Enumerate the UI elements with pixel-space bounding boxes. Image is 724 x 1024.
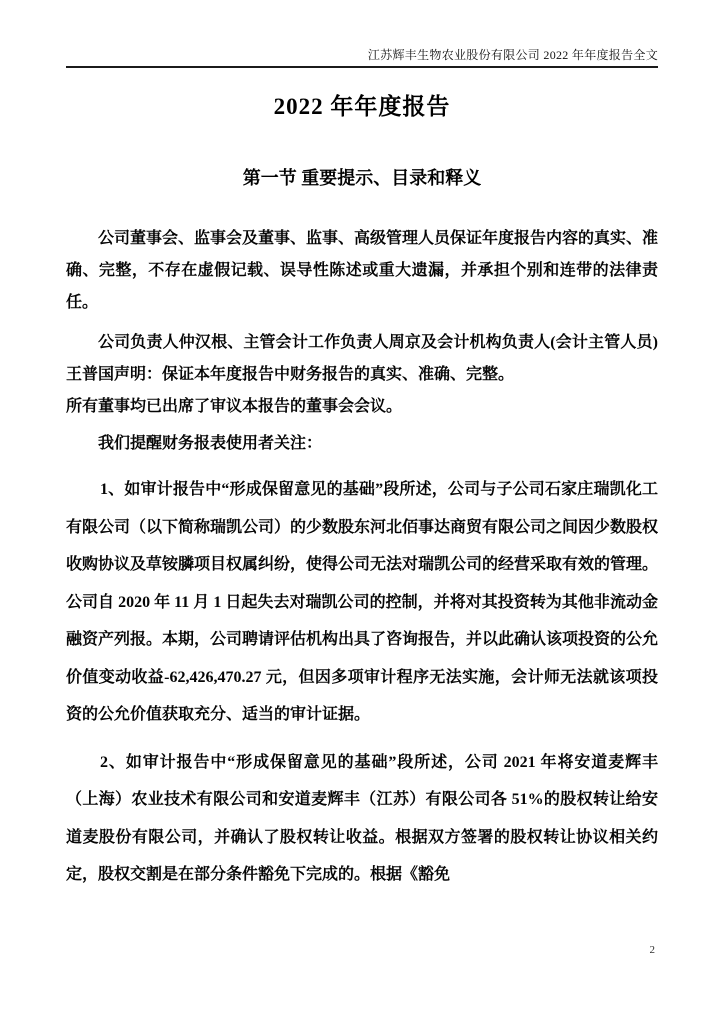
para-audit-item-1: 1、如审计报告中“形成保留意见的基础”段所述，公司与子公司石家庄瑞凯化工有限公司（以下简称瑞凯公司）的少数股东河北佰事达商贸有限公司之间因少数股权收购协议及草铵膦项目权属纠纷，使得公司无法对瑞凯公司的经营采取有效的管理。公司自 2020 年 11 月 1 日起失去对瑞凯公司的控制，并将对其投资转为其他非流动金融资产列报。本期，公司聘请评估机构出具了咨询报告，并以此确认该项投资的公允价值变动收益-62,426,470.27 元，但因多项审计程序无法实施，会计师无法就该项投资的公允价值获取充分、适当的审计证据。 bbox=[66, 481, 659, 723]
page-number: 2 bbox=[649, 944, 655, 956]
para-responsible-persons: 公司负责人仲汉根、主管会计工作负责人周京及会计机构负责人(会计主管人员)王普国声明：保证本年度报告中财务报告的真实、准确、完整。 bbox=[66, 334, 658, 383]
para-board-statement: 公司董事会、监事会及董事、监事、高级管理人员保证年度报告内容的真实、准确、完整，不存在虚假记载、误导性陈述或重大遗漏，并承担个别和连带的法律责任。 bbox=[66, 230, 659, 311]
section-heading: 第一节 重要提示、目录和释义 bbox=[242, 168, 482, 188]
running-header-text: 江苏辉丰生物农业股份有限公司 2022 年年度报告全文 bbox=[367, 48, 658, 62]
running-header bbox=[66, 0, 658, 68]
report-body bbox=[66, 223, 658, 894]
para-directors-attendance: 所有董事均已出席了审议本报告的董事会会议。 bbox=[66, 398, 403, 415]
para-audit-item-2: 2、如审计报告中“形成保留意见的基础”段所述，公司 2021 年将安道麦辉丰（上海）农业技术有限公司和安道麦辉丰（江苏）有限公司各 51%的股权转让给安道麦股份有限公司，并确认了股权转让收益。根据双方签署的股权转让协议相关约定，股权交割是在部分条件豁免下完成的。根据《豁免 bbox=[66, 753, 658, 883]
page-content bbox=[66, 0, 658, 894]
para-reminder: 我们提醒财务报表使用者关注： bbox=[98, 435, 323, 452]
report-title: 2022 年年度报告 bbox=[273, 94, 451, 119]
